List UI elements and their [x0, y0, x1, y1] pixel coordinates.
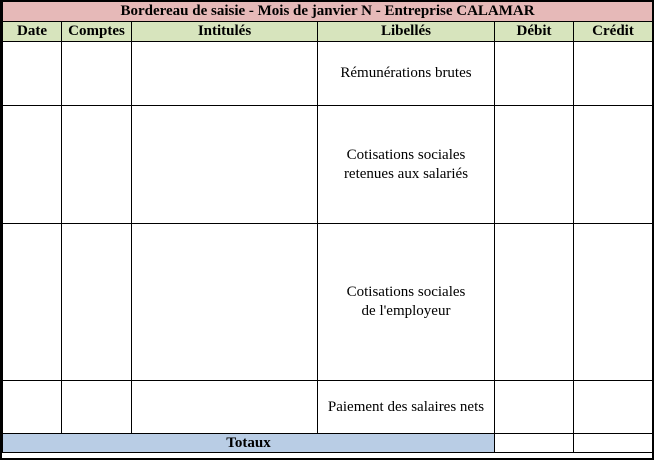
- sheet-title: Bordereau de saisie - Mois de janvier N - Entreprise CALAMAR: [3, 2, 653, 22]
- totals-label: Totaux: [3, 434, 495, 453]
- libelle-line: Paiement des salaires nets: [327, 398, 485, 415]
- column-header-libelles: Libellés: [318, 22, 495, 42]
- libelle-line: de l'employeur: [361, 303, 451, 319]
- intitules-cell[interactable]: [132, 42, 318, 106]
- date-cell[interactable]: [3, 42, 62, 106]
- libelle-cell: [318, 381, 495, 434]
- intitules-cell[interactable]: [132, 106, 318, 224]
- libelle-line: Cotisations sociales: [346, 284, 466, 300]
- table-row: [3, 381, 653, 434]
- intitules-cell[interactable]: [132, 224, 318, 381]
- libelle-line: retenues aux salariés: [343, 165, 469, 182]
- table-row: [3, 224, 653, 381]
- date-cell[interactable]: [3, 381, 62, 434]
- debit-cell[interactable]: [495, 381, 574, 434]
- comptes-cell[interactable]: [62, 381, 132, 434]
- date-cell[interactable]: [3, 106, 62, 224]
- column-header-comptes: Comptes: [62, 22, 132, 42]
- debit-cell[interactable]: [495, 42, 574, 106]
- title-row: [3, 2, 653, 22]
- total-debit-cell[interactable]: [495, 434, 574, 453]
- comptes-cell[interactable]: [62, 224, 132, 381]
- credit-cell[interactable]: [574, 42, 653, 106]
- credit-cell[interactable]: [574, 106, 653, 224]
- column-header-date: Date: [3, 22, 62, 42]
- column-header-credit: Crédit: [574, 22, 653, 42]
- journal-table: [2, 2, 653, 453]
- date-cell[interactable]: [3, 224, 62, 381]
- intitules-cell[interactable]: [132, 381, 318, 434]
- comptes-cell[interactable]: [62, 42, 132, 106]
- libelle-cell: [318, 224, 495, 381]
- comptes-cell[interactable]: [62, 106, 132, 224]
- debit-cell[interactable]: [495, 224, 574, 381]
- column-header-debit: Débit: [495, 22, 574, 42]
- libelle-line: Rémunérations brutes: [340, 65, 472, 81]
- credit-cell[interactable]: [574, 381, 653, 434]
- libelle-cell: [318, 42, 495, 106]
- table-row: [3, 42, 653, 106]
- libelle-line: Cotisations sociales: [346, 146, 466, 163]
- credit-cell[interactable]: [574, 224, 653, 381]
- column-header-intitules: Intitulés: [132, 22, 318, 42]
- table-row: [3, 106, 653, 224]
- libelle-cell: [318, 106, 495, 224]
- header-row: [3, 22, 653, 42]
- debit-cell[interactable]: [495, 106, 574, 224]
- totals-row: [3, 434, 653, 453]
- total-credit-cell[interactable]: [574, 434, 653, 453]
